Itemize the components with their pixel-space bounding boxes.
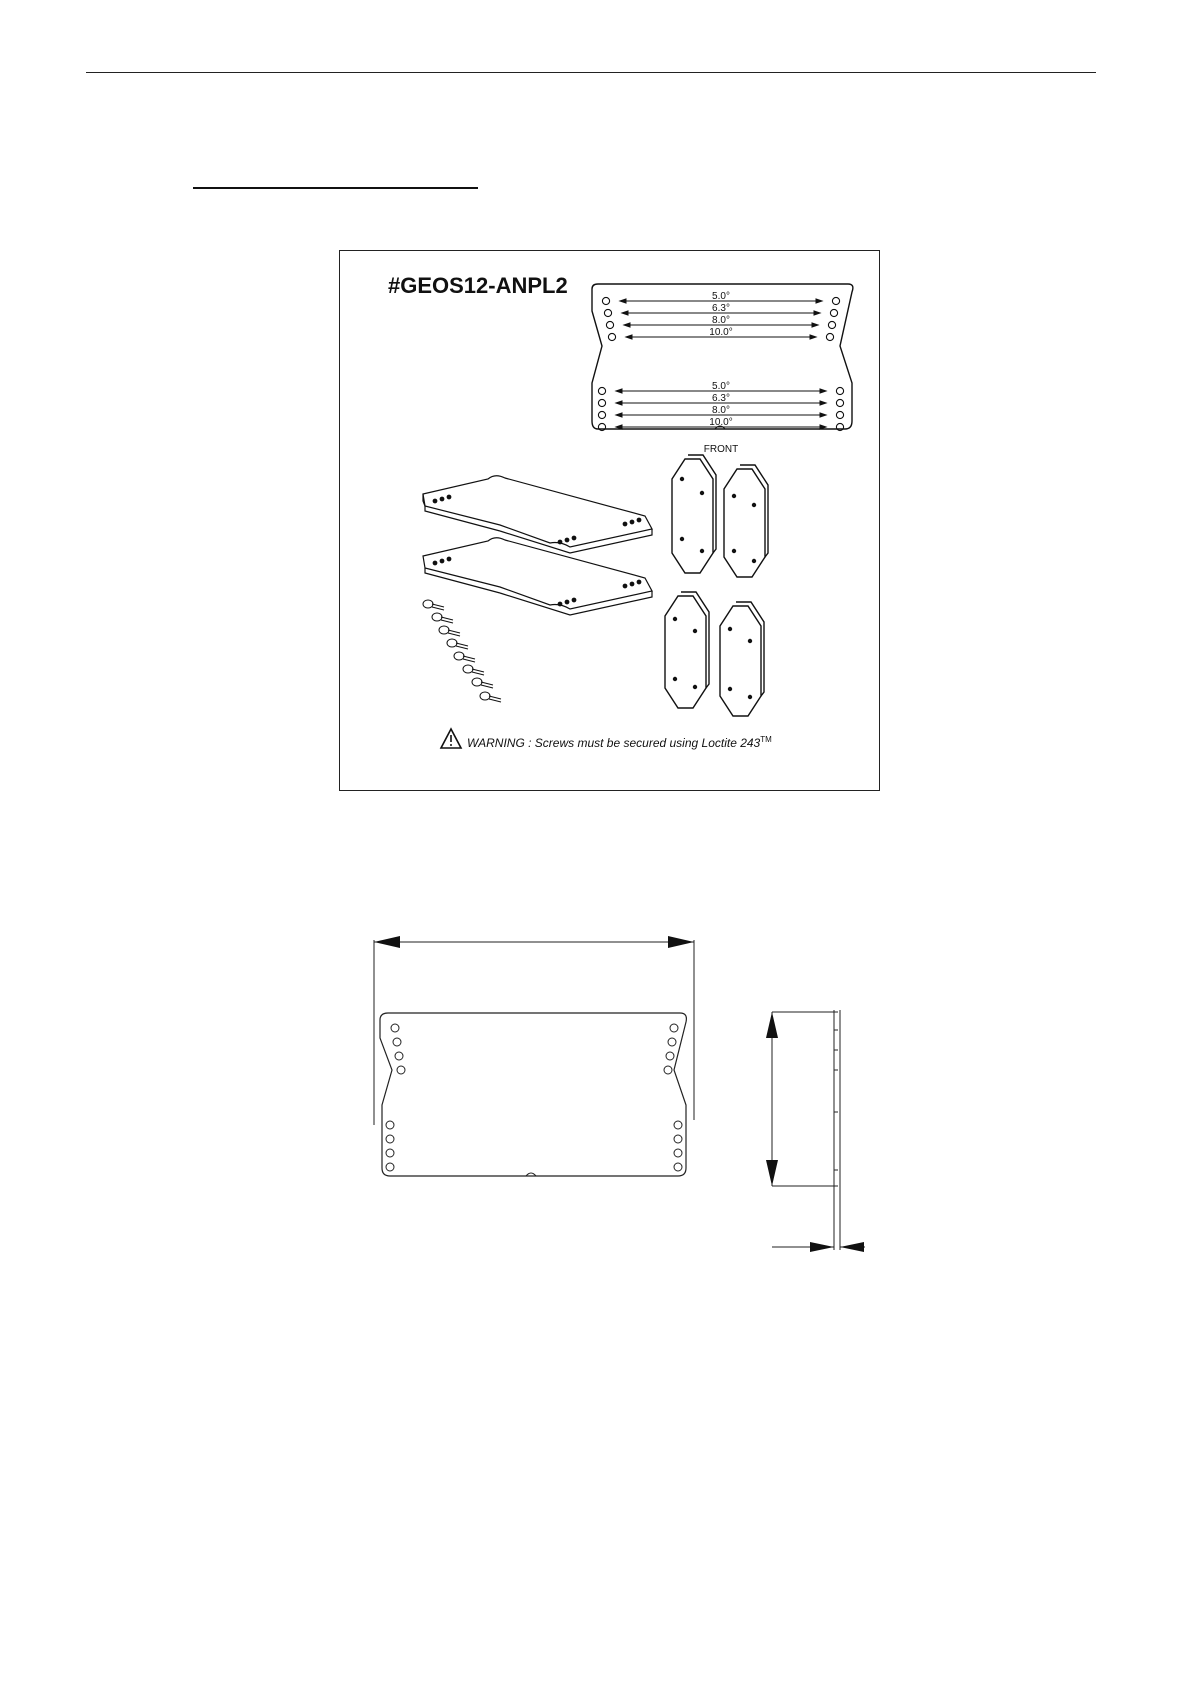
- screws: [423, 600, 501, 702]
- rear-angle-label: 8.0°: [712, 315, 730, 326]
- thickness-arrows: [810, 1242, 864, 1252]
- front-label: FRONT: [703, 444, 739, 455]
- plate-side-view: [772, 1010, 840, 1250]
- plate-iso-2: [423, 538, 652, 615]
- warning-text: [467, 735, 772, 750]
- plate-dimension-drawing: [360, 920, 880, 1280]
- warning-message: WARNING : Screws must be secured using Loctite 243: [467, 736, 761, 750]
- rear-angle-label: 10.0°: [709, 327, 733, 338]
- kit-illustration: [340, 251, 880, 791]
- page-top-rule: [86, 72, 1096, 73]
- section-heading-underline: [193, 187, 478, 189]
- front-angle-label: 10.0°: [709, 417, 733, 428]
- rear-angle-label: 5.0°: [712, 291, 730, 302]
- front-angle-label: 6.3°: [712, 393, 730, 404]
- trademark-mark: TM: [760, 735, 772, 744]
- plate-iso-1: [423, 476, 652, 553]
- front-angle-label: 8.0°: [712, 405, 730, 416]
- plate-front-view: [380, 1013, 686, 1176]
- link-plates: [665, 455, 768, 716]
- front-angle-label: 5.0°: [712, 381, 730, 392]
- rear-angle-label: 6.3°: [712, 303, 730, 314]
- warning-triangle-icon: [441, 729, 461, 748]
- kit-title: #GEOS12-ANPL2: [388, 273, 568, 298]
- kit-illustration-frame: [339, 250, 880, 791]
